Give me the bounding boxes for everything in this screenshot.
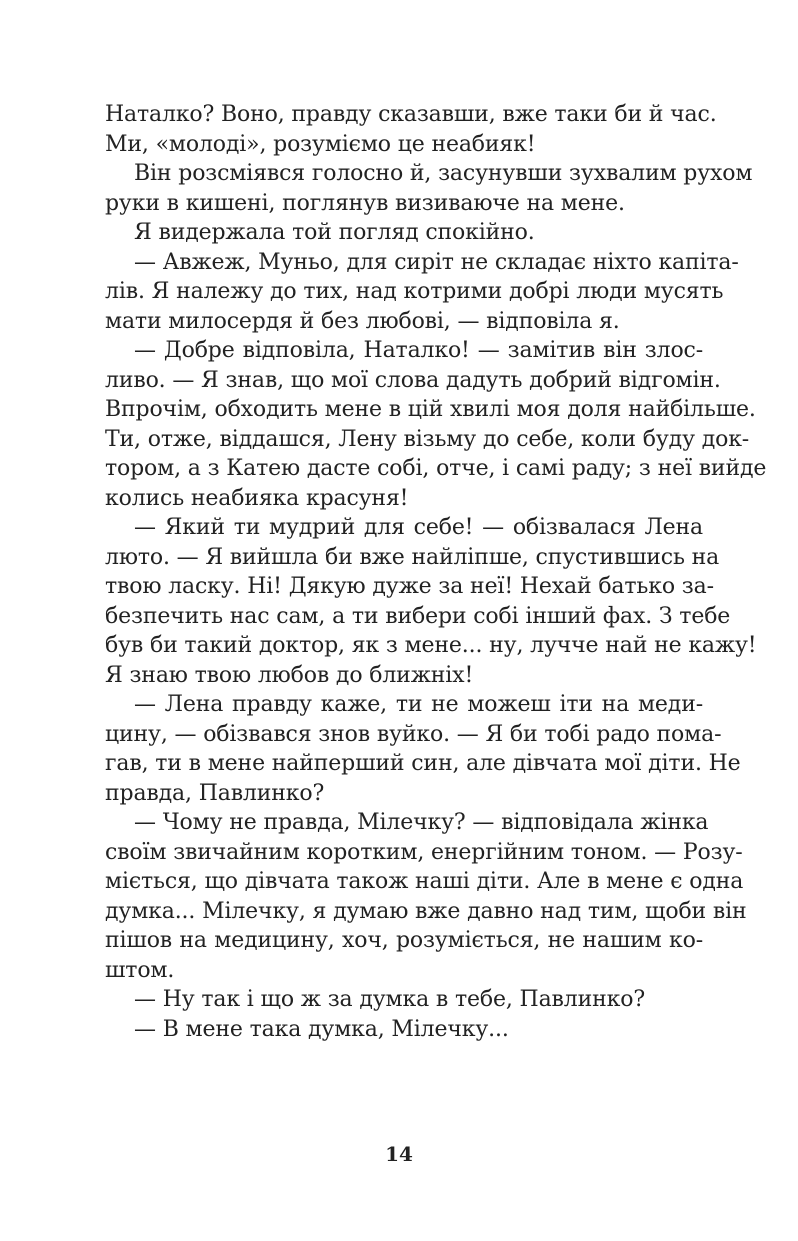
text-line: безпечить нас сам, а ти вибери собі інший фах. З тебе [105, 603, 731, 629]
text-line: Він розсміявся голосно й, засунувши зухвалим рухом [134, 161, 753, 186]
text-line: Наталко? Воно, правду сказавши, вже таки би й час. [105, 102, 717, 127]
text-line: міється, що дівчата також наші діти. Але в мене є одна [105, 869, 744, 894]
text-line: думка... Мілечку, я думаю вже давно над тим, щоби він [105, 898, 747, 924]
text-line: Ти, отже, віддашся, Лену візьму до себе, коли буду док- [105, 426, 750, 452]
text-line: цину, — обізвався знов вуйко. — Я би тобі радо пома- [105, 721, 722, 747]
text-line: штом. [105, 957, 175, 983]
text-line: — Чому не правда, Мілечку? — відповідала жінка [134, 810, 709, 835]
text-line: Я видержала той погляд спокійно. [134, 220, 535, 245]
text-line: мати милосердя й без любові, — відповіла я. [105, 308, 620, 334]
text-line: гав, ти в мене найперший син, але дівчата мої діти. Не [105, 751, 741, 776]
text-line: своїм звичайним коротким, енергійним тоном. — Розу- [105, 839, 743, 865]
text-line: — Авжеж, Муньо, для сиріт не складає ніхто капіта- [134, 249, 739, 275]
text-line: — Який ти мудрий для себе! — обізвалася Лена [134, 515, 703, 540]
text-line: тором, а з Катею дасте собі, отче, і самі раду; з неї вийде [105, 456, 767, 481]
page-number: 14 [385, 1142, 413, 1166]
text-line: — Ну так і що ж за думка в тебе, Павлинко? [134, 987, 645, 1012]
text-line: — В мене така думка, Мілечку... [134, 1016, 509, 1042]
text-line: був би такий доктор, як з мене... ну, лучче най не кажу! [105, 633, 757, 658]
text-line: Впрочім, обходить мене в цій хвилі моя доля найбільше. [105, 397, 756, 422]
text-line: люто. — Я вийшла би вже найліпше, спустившись на [105, 544, 720, 570]
text-line: твою ласку. Ні! Дякую дуже за неї! Нехай батько за- [105, 574, 714, 599]
text-line: Ми, «молоді», розуміємо це неабияк! [105, 131, 536, 157]
text-line: — Лена правду каже, ти не можеш іти на меди- [134, 692, 703, 717]
text-line: пішов на медицину, хоч, розуміється, не нашим ко- [105, 928, 703, 953]
text-line: — Добре відповіла, Наталко! — замітив він злос- [134, 338, 703, 363]
book-page-text [105, 100, 767, 1044]
text-line: правда, Павлинко? [105, 780, 325, 806]
text-line: Я знаю твою любов до ближніх! [105, 662, 474, 688]
text-line: лів. Я належу до тих, над котрими добрі люди мусять [105, 279, 724, 304]
text-line: руки в кишені, поглянув визиваюче на мене. [105, 190, 625, 216]
text-line: колись неабияка красуня! [105, 485, 409, 511]
text-line: ливо. — Я знав, що мої слова дадуть добрий відгомін. [105, 367, 721, 393]
